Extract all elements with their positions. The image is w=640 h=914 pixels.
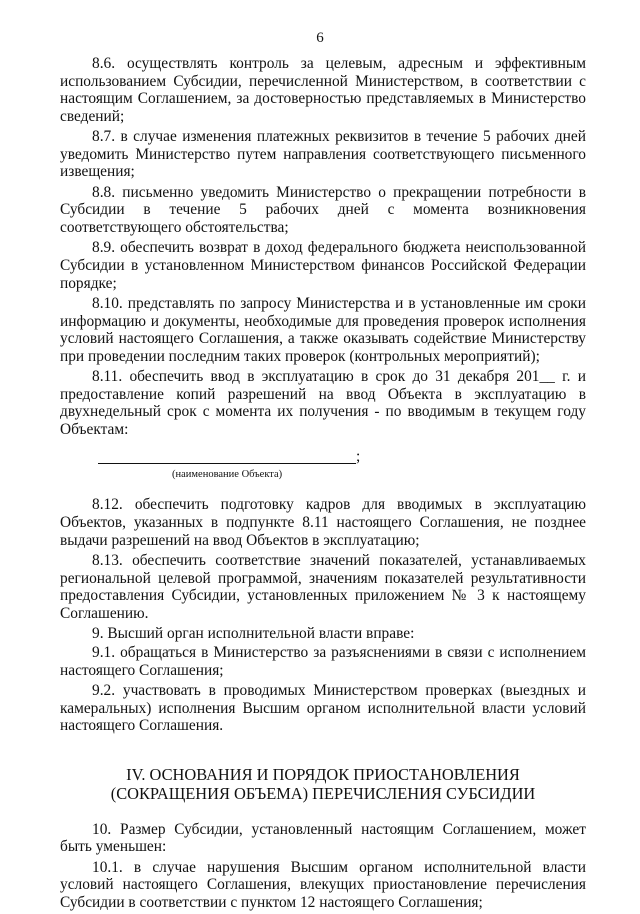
paragraph-8-12: 8.12. обеспечить подготовку кадров для вводимых в эксплуатацию Объектов, указанных в подпункте 8.11 настоящего Соглашения, не позднее выдачи разрешений на ввод Объектов в эксплуатацию; <box>60 496 586 549</box>
paragraph-8-8: 8.8. письменно уведомить Министерство о прекращении потребности в Субсидии в течение 5 рабочих дней с момента возникновения соответствующего обстоятельства; <box>60 183 586 236</box>
paragraph-9: 9. Высший орган исполнительной власти вправе: <box>92 625 415 643</box>
object-name-semicolon: ; <box>356 448 361 466</box>
paragraph-8-11: 8.11. обеспечить ввод в эксплуатацию в срок до 31 декабря 201__ г. и предоставление копий разрешений на ввод Объекта в эксплуатацию в двухнедельный срок с момента их получения - по вводимым в текущем году Объектам: <box>60 368 586 438</box>
document-body <box>60 55 586 914</box>
object-name-underline <box>98 463 356 464</box>
paragraph-8-9: 8.9. обеспечить возврат в доход федерального бюджета неиспользованной Субсидии в установленном Министерством финансов Российской Федерации порядке; <box>60 239 586 292</box>
paragraph-8-13: 8.13. обеспечить соответствие значений показателей, устанавливаемых региональной целевой программой, значениям показателей результативности предоставления Субсидии, установленных приложением № 3 к настоящему Соглашению. <box>60 552 586 622</box>
paragraph-9-2: 9.2. участвовать в проводимых Министерством проверках (выездных и камеральных) исполнения Высшим органом исполнительной власти условий настоящего Соглашения. <box>60 681 586 735</box>
paragraph-10-1: 10.1. в случае нарушения Высшим органом исполнительной власти условий настоящего Соглашения, влекущих приостановление перечисления Субсидии в соответствии с пунктом 12 настоящего Соглашения; <box>60 858 586 911</box>
paragraph-8-7: 8.7. в случае изменения платежных реквизитов в течение 5 рабочих дней уведомить Министерство путем направления соответствующего письменного извещения; <box>60 128 586 181</box>
paragraph-8-6: 8.6. осуществлять контроль за целевым, адресным и эффективным использованием Субсидии, перечисленной Министерством, в соответствии с настоящим Соглашением, за достоверностью представляемых в Министерство сведений; <box>60 55 586 125</box>
paragraph-9-1: 9.1. обращаться в Министерство за разъяснениями в связи с исполнением настоящего Соглашения; <box>60 643 586 679</box>
object-name-field <box>60 448 586 488</box>
section-heading-line-2: (СОКРАЩЕНИЯ ОБЪЕМА) ПЕРЕЧИСЛЕНИЯ СУБСИДИИ <box>110 783 536 803</box>
object-name-caption: (наименование Объекта) <box>172 469 283 481</box>
section-heading <box>60 765 586 803</box>
page-number: 6 <box>316 30 324 46</box>
section-heading-line-1: IV. ОСНОВАНИЯ И ПОРЯДОК ПРИОСТАНОВЛЕНИЯ <box>126 764 520 784</box>
paragraph-10: 10. Размер Субсидии, установленный настоящим Соглашением, может быть уменьшен: <box>60 820 586 856</box>
paragraph-8-10: 8.10. представлять по запросу Министерства и в установленные им сроки информацию и документы, необходимые для проведения проверок исполнения условий настоящего Соглашения, а также оказывать содействие Министерству при проведении последним таких проверок (контрольных мероприятий); <box>60 294 586 365</box>
